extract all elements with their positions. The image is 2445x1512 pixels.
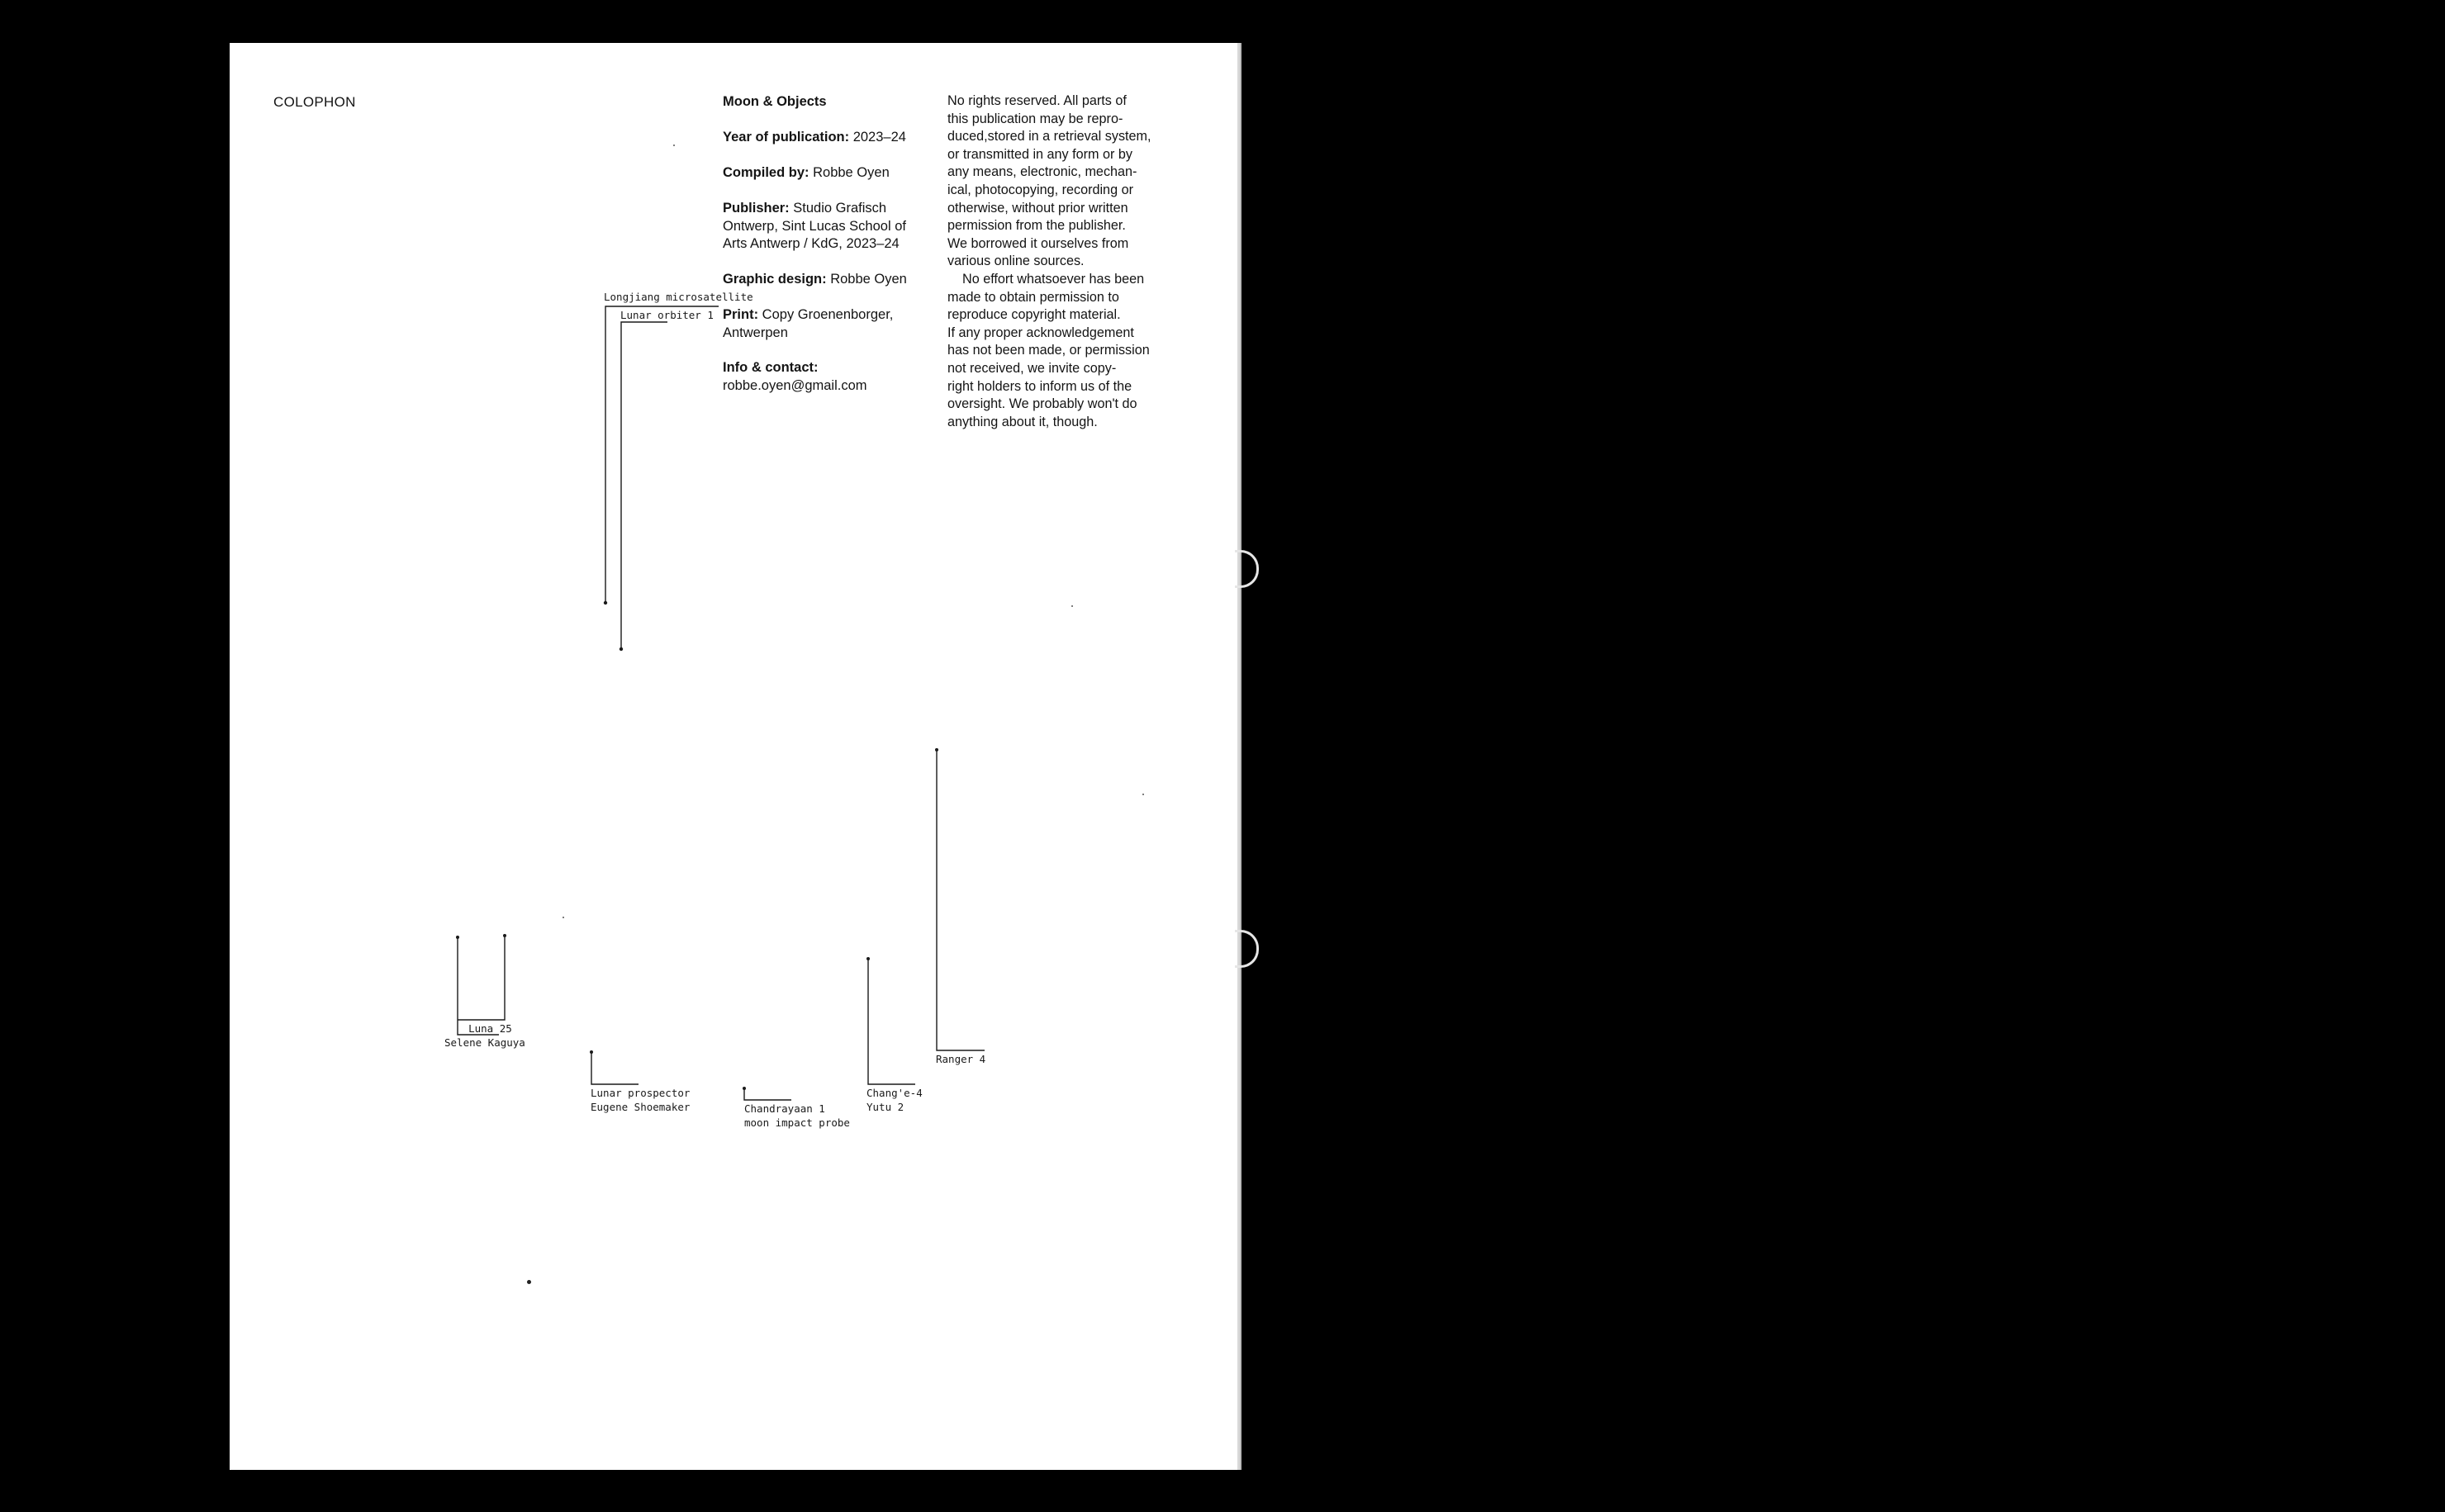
longjiang-marker-line (605, 306, 719, 603)
compiled-label: Compiled by: (723, 165, 809, 180)
lunar-prospector-dot (590, 1050, 593, 1054)
chandrayaan-dot (743, 1087, 746, 1090)
rights-line: right holders to inform us of the (947, 378, 1132, 394)
year-value: 2023–24 (849, 130, 906, 145)
scan-speck (673, 145, 675, 146)
publisher-line: Ontwerp, Sint Lucas School of (723, 218, 906, 234)
publisher-line: Studio Grafisch (789, 201, 887, 216)
print-label: Print: (723, 307, 759, 322)
rights-line: permission from the publisher. (947, 218, 1126, 234)
ranger4-marker-line (937, 750, 985, 1050)
year-label: Year of publication: (723, 130, 850, 145)
contact-email: robbe.oyen@gmail.com (723, 377, 867, 393)
selene-label: Selene Kaguya (444, 1036, 525, 1049)
chandrayaan-label: Chandrayaan 1 (744, 1102, 825, 1115)
print-line: Copy Groenenborger, (758, 307, 894, 322)
lunar-orbiter-dot (620, 647, 623, 651)
longjiang-dot (604, 601, 607, 604)
rights-line: duced,stored in a retrieval system, (947, 129, 1151, 145)
yutu2-label: Yutu 2 (866, 1101, 904, 1113)
scan-speck (1071, 605, 1073, 607)
publication-title-text: Moon & Objects (723, 94, 827, 109)
booklet-page (230, 43, 1240, 1470)
rights-line: otherwise, without prior written (947, 200, 1128, 216)
luna25-dot (503, 934, 506, 937)
rights-line: No effort whatsoever has been (962, 271, 1145, 287)
change4-dot (866, 957, 870, 960)
rights-line: reproduce copyright material. (947, 307, 1121, 323)
luna25-text: Luna 25 (468, 1022, 512, 1035)
rights-line: anything about it, though. (947, 414, 1098, 429)
lunar-prospector-marker-line (591, 1052, 639, 1084)
rights-line: any means, electronic, mechan- (947, 164, 1137, 180)
colophon-heading: COLOPHON (273, 94, 356, 110)
rights-line: this publication may be repro- (947, 111, 1123, 126)
eugene-label: Eugene Shoemaker (591, 1101, 691, 1113)
rights-line: No rights reserved. All parts of (947, 93, 1127, 108)
binder-clip-bottom (1235, 930, 1259, 968)
scan-speck (1142, 794, 1144, 795)
rights-line: We borrowed it ourselves from (947, 235, 1129, 251)
longjiang-label: Longjiang microsatellite (604, 291, 753, 303)
lunar-prospector-label: Lunar prospector (591, 1087, 691, 1099)
selene-dot (456, 936, 459, 939)
rights-line: has not been made, or permission (947, 343, 1150, 358)
scan-speck (563, 917, 564, 918)
rights-line: or transmitted in any form or by (947, 146, 1133, 162)
design-value: Robbe Oyen (826, 272, 907, 287)
scan-speck (527, 1280, 531, 1284)
change4-label: Chang'e-4 (866, 1087, 923, 1099)
rights-line: ical, photocopying, recording or (947, 182, 1133, 197)
rights-line: oversight. We probably won't do (947, 396, 1137, 412)
publisher-label: Publisher: (723, 201, 790, 216)
publisher-line: Arts Antwerp / KdG, 2023–24 (723, 236, 900, 251)
luna25-label (456, 1022, 512, 1036)
rights-line: made to obtain permission to (947, 289, 1119, 305)
ranger4-dot (935, 748, 938, 751)
rights-line: various online sources. (947, 254, 1085, 269)
luna25-marker-line (504, 936, 505, 1020)
moon-impact-label: moon impact probe (744, 1116, 850, 1129)
chandrayaan-marker-line (744, 1088, 791, 1100)
design-label: Graphic design: (723, 272, 827, 287)
lunar-orbiter-label: Lunar orbiter 1 (620, 309, 714, 321)
impact-marker-lines (230, 43, 1237, 1470)
rights-line: not received, we invite copy- (947, 360, 1117, 376)
contact-label: Info & contact: (723, 360, 819, 375)
ranger4-label: Ranger 4 (936, 1053, 986, 1065)
binder-clip-top (1235, 550, 1259, 588)
rights-line: If any proper acknowledgement (947, 325, 1134, 340)
change4-marker-line (868, 959, 915, 1084)
compiled-value: Robbe Oyen (809, 165, 890, 180)
print-line: Antwerpen (723, 325, 788, 340)
lunar-orbiter-marker-line (621, 322, 667, 649)
